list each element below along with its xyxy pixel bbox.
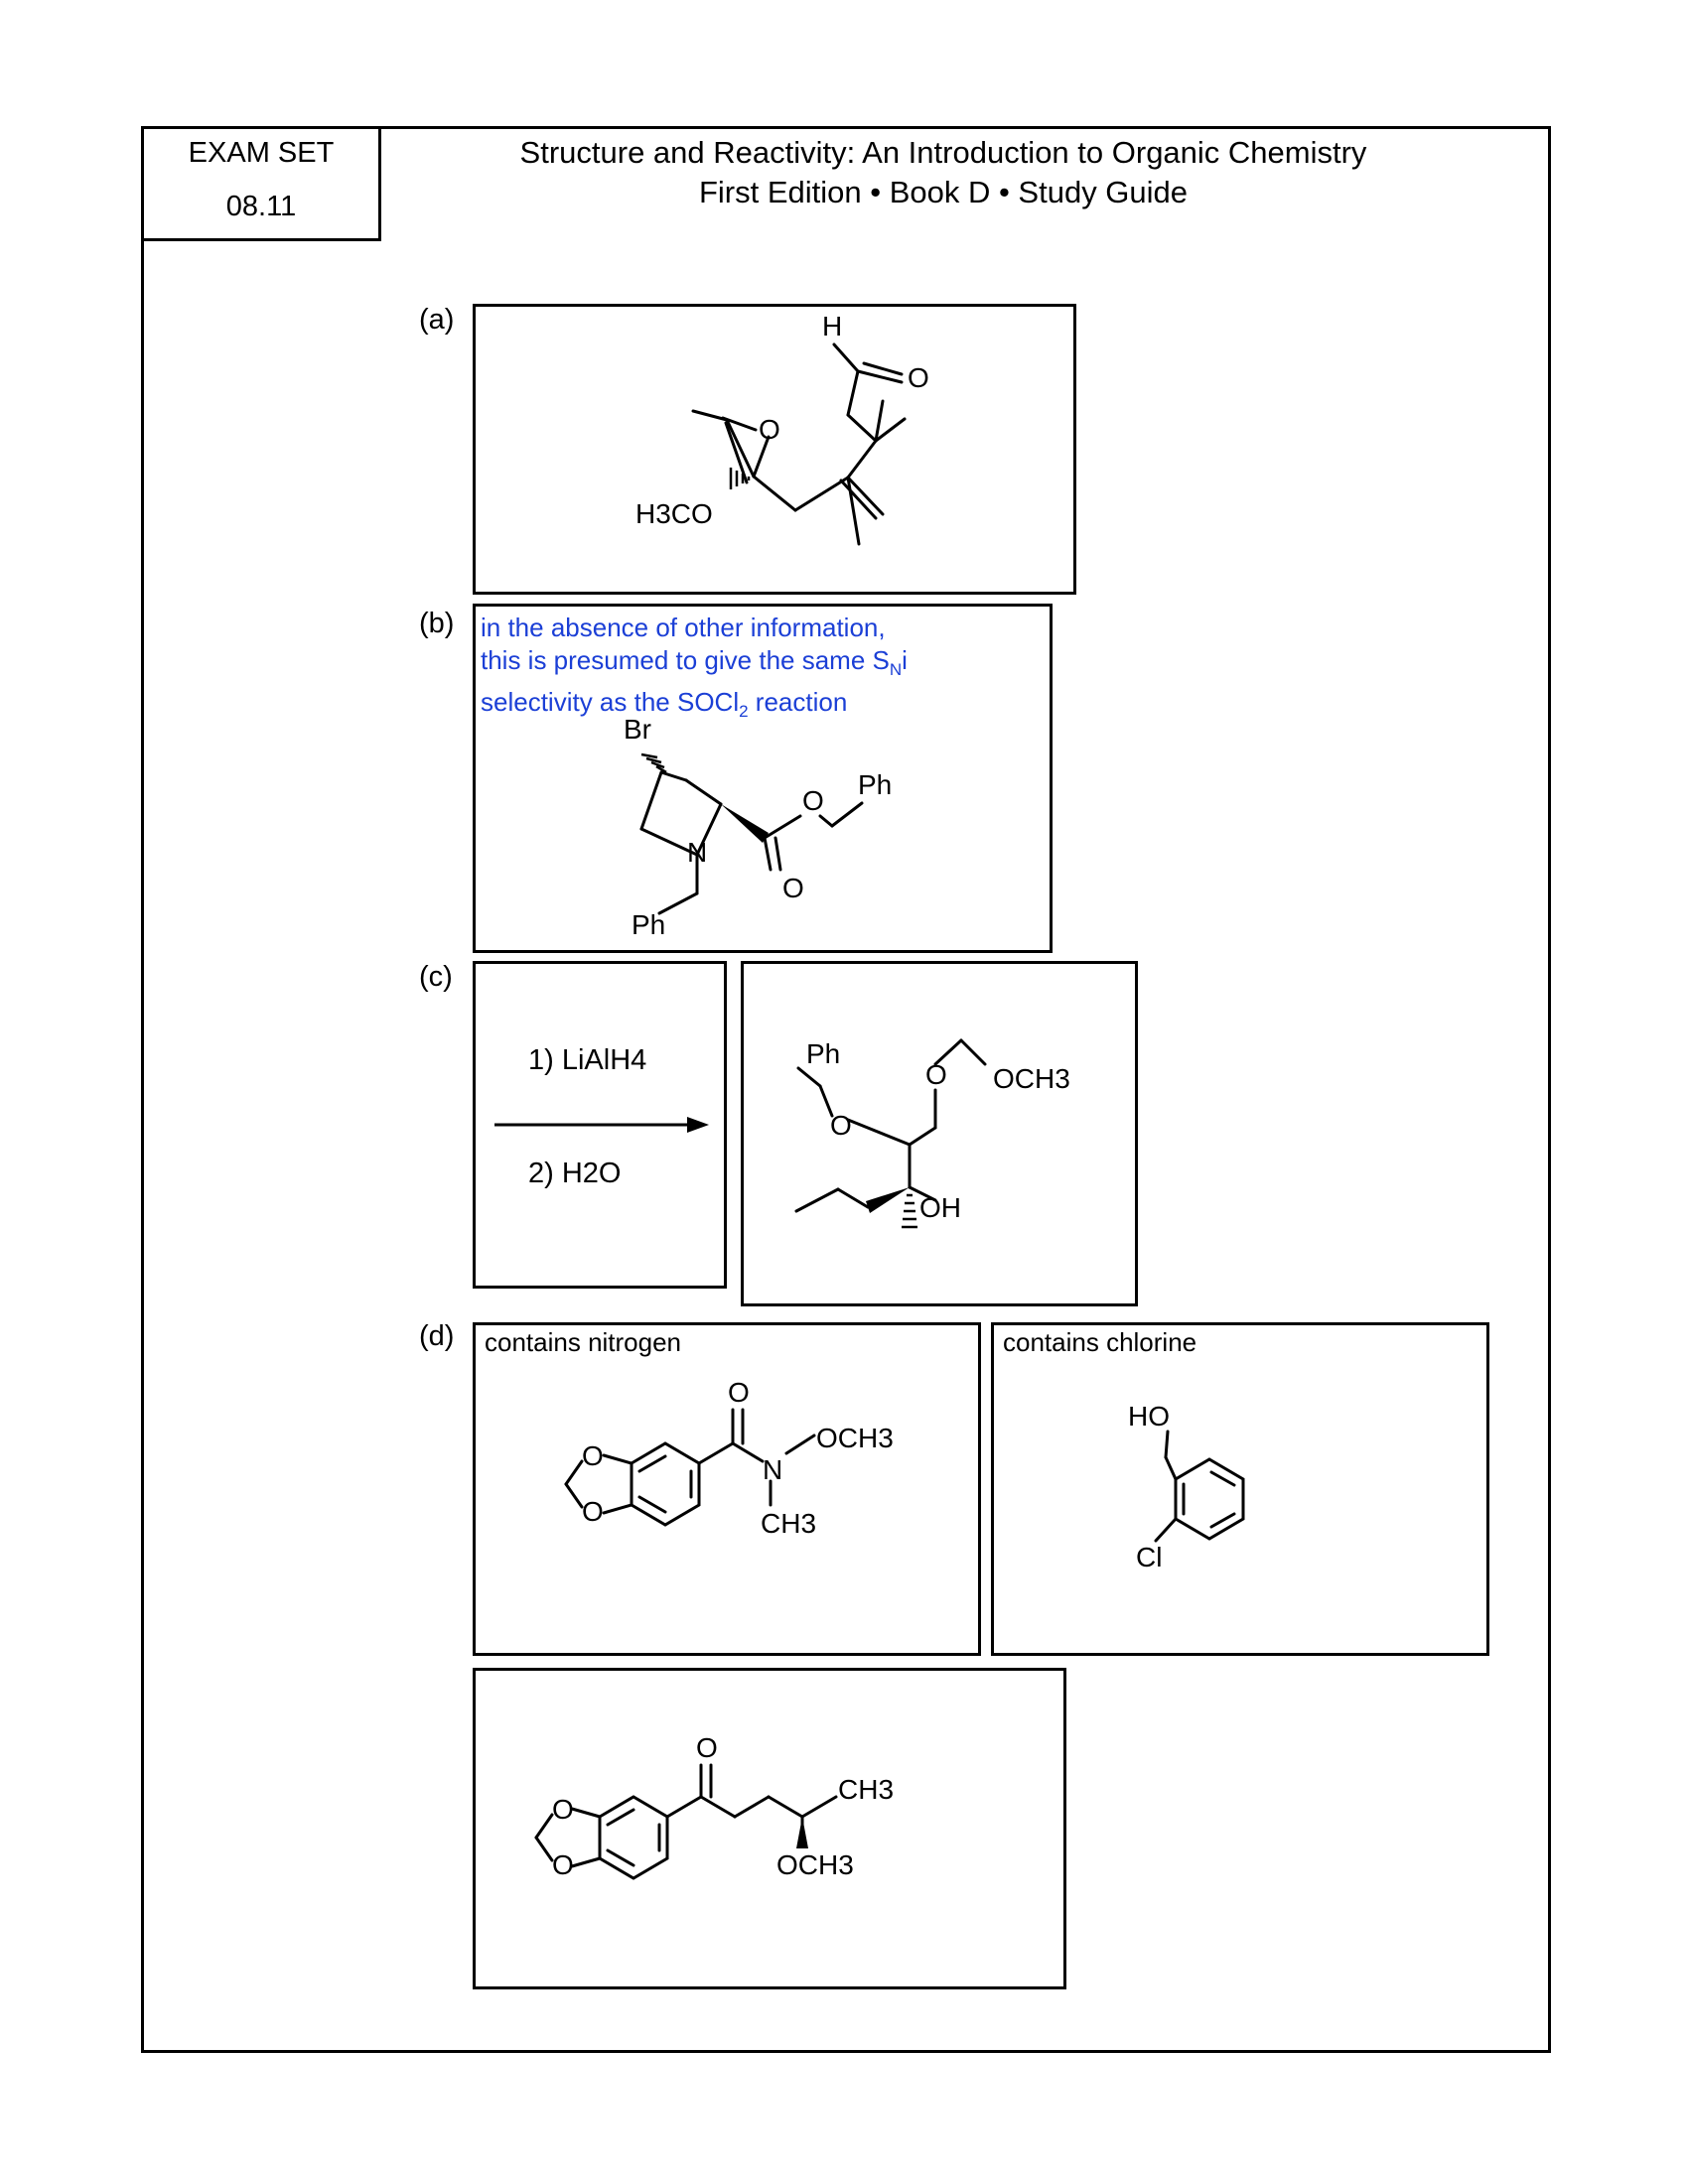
part-a-structure <box>473 304 1076 595</box>
atom-n: N <box>763 1454 783 1485</box>
exam-set-number: 08.11 <box>225 191 297 222</box>
atom-ph: Ph <box>806 1038 841 1069</box>
atom-oh: OH <box>919 1192 961 1223</box>
page-title: Structure and Reactivity: An Introduction to Organic Chemistry <box>519 135 1367 170</box>
atom-o-aldehyde: O <box>908 362 929 393</box>
atom-och3: OCH3 <box>776 1849 854 1880</box>
atom-och3: OCH3 <box>993 1063 1070 1094</box>
part-c-structure <box>741 961 1138 1306</box>
note-line-2-text: this is presumed to give the same S <box>481 645 890 675</box>
part-a-label: (a) <box>419 304 455 336</box>
caption-nitrogen: contains nitrogen <box>485 1327 682 1357</box>
atom-o-mom: O <box>925 1059 947 1090</box>
atom-n: N <box>687 837 708 868</box>
atom-ch3: CH3 <box>761 1508 817 1539</box>
atom-o-bottom: O <box>582 1496 604 1527</box>
part-d-chlorine-structure <box>991 1322 1489 1656</box>
note-line-2-sub: N <box>889 660 903 680</box>
part-d-product-structure <box>473 1668 1066 1989</box>
atom-o-ester: O <box>802 785 824 816</box>
note-line-1: in the absence of other information, <box>481 613 886 642</box>
atom-o-carbonyl: O <box>728 1377 750 1408</box>
note-line-3-text: selectivity as the SOCl <box>481 687 740 718</box>
part-d-label: (d) <box>419 1320 455 1352</box>
exam-set-box <box>141 126 381 241</box>
reagent-step-1: 1) LiAlH4 <box>528 1044 647 1076</box>
reaction-arrow <box>473 961 727 1289</box>
atom-ho: HO <box>1128 1401 1170 1432</box>
reagent-step-2: 2) H2O <box>528 1158 622 1189</box>
atom-och3: OCH3 <box>816 1423 894 1453</box>
atom-o-carbonyl: O <box>782 873 804 903</box>
atom-o-ketone: O <box>759 414 780 445</box>
part-b-structure <box>473 604 1053 953</box>
part-b-label: (b) <box>419 608 455 639</box>
atom-o-bottom: O <box>552 1849 574 1880</box>
caption-chlorine: contains chlorine <box>1003 1327 1197 1357</box>
note-line-3-sub: 2 <box>739 702 749 722</box>
part-c-label: (c) <box>419 961 453 993</box>
part-d-nitrogen-structure <box>473 1322 981 1656</box>
exam-set-label: EXAM SET <box>188 137 335 169</box>
note-line-3-end: reaction <box>748 687 848 718</box>
note-line-2-end: i <box>902 645 908 675</box>
atom-ph-ester: Ph <box>858 769 893 800</box>
atom-o-top: O <box>582 1440 604 1471</box>
atom-o-top: O <box>552 1794 574 1825</box>
atom-br: Br <box>624 714 651 745</box>
atom-ch3: CH3 <box>838 1774 895 1805</box>
atom-methoxy: H3CO <box>635 498 713 529</box>
atom-o-benzyloxy: O <box>830 1110 852 1141</box>
page-subtitle: First Edition • Book D • Study Guide <box>698 175 1189 209</box>
atom-o-carbonyl: O <box>696 1732 718 1763</box>
atom-ph-benzyl: Ph <box>632 909 666 940</box>
atom-cl: Cl <box>1136 1542 1163 1572</box>
atom-h: H <box>822 311 843 341</box>
